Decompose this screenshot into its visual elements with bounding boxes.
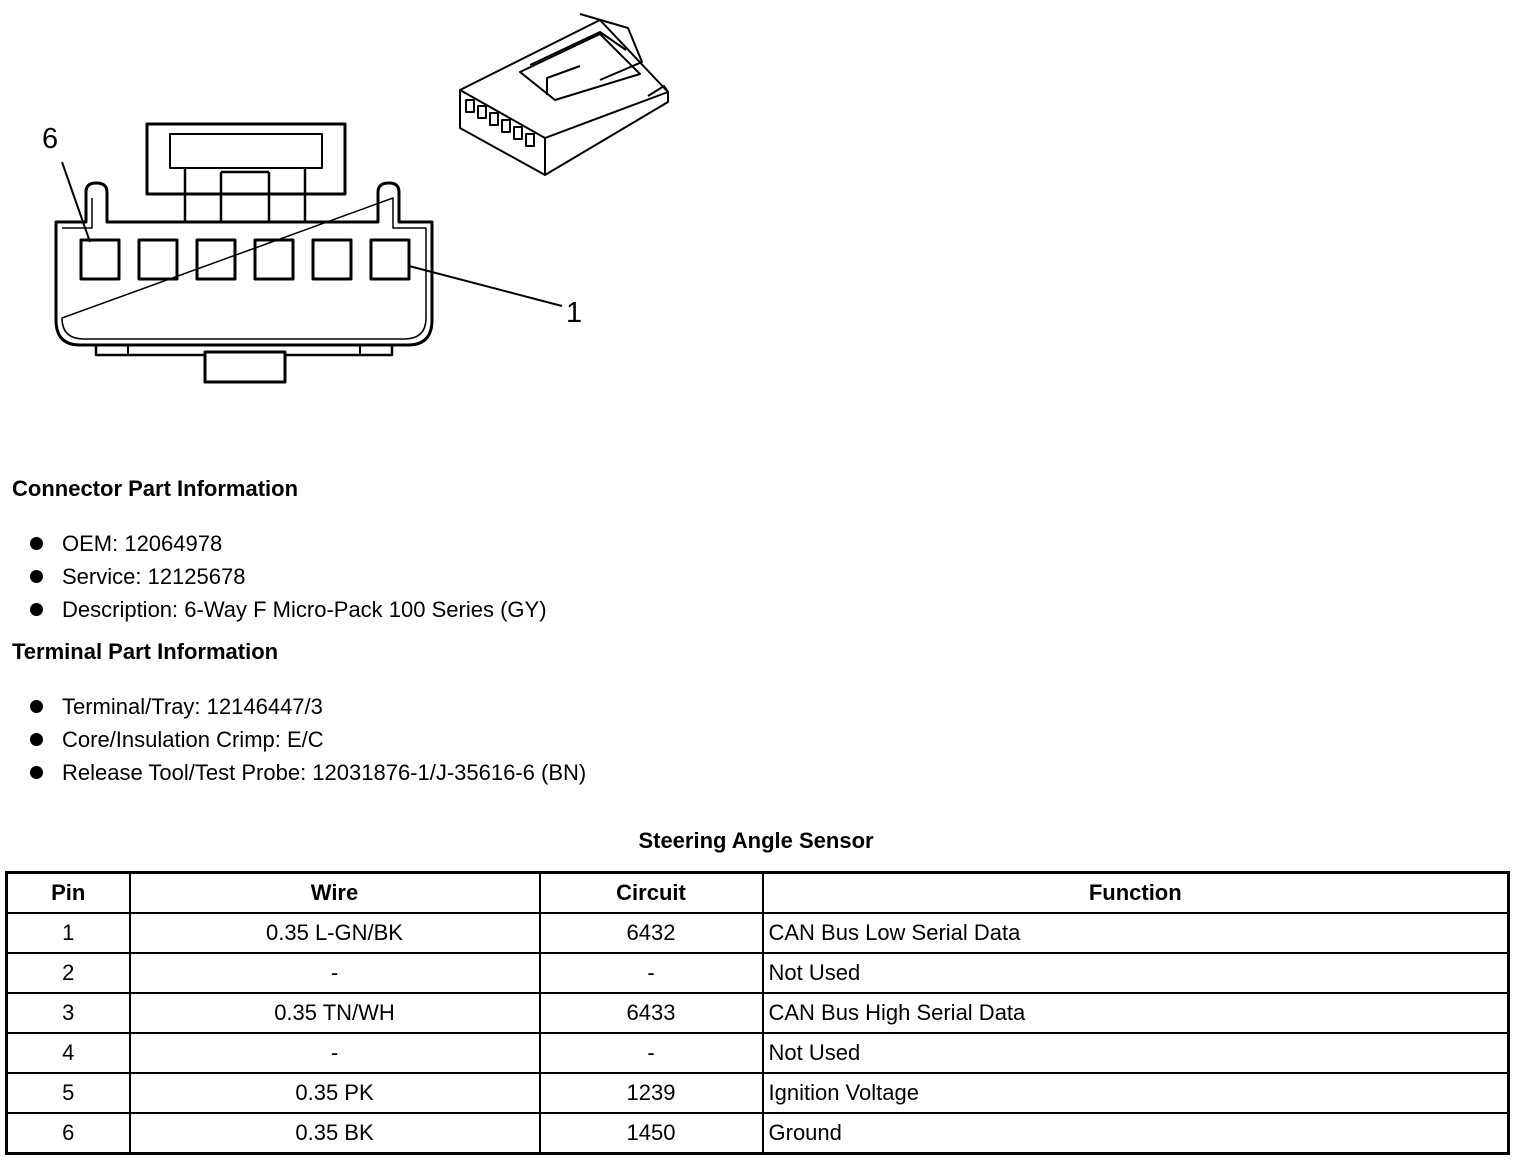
list-item [28, 527, 547, 560]
list-item [28, 593, 547, 626]
terminal-part-information-list [28, 690, 586, 789]
connector-part-information-heading: Connector Part Information [12, 476, 299, 501]
table-row [7, 953, 1509, 993]
column-header-circuit: Circuit [540, 873, 763, 914]
pinout-table [5, 871, 1510, 1155]
connector-part-information-list [28, 527, 547, 626]
bullet-icon [30, 733, 43, 746]
function-cell: Ground [763, 1113, 1509, 1154]
terminal-cavity [197, 240, 235, 279]
list-item [28, 690, 586, 723]
table-row [7, 913, 1509, 953]
column-header-wire: Wire [130, 873, 540, 914]
connector-diagram [0, 0, 700, 400]
table-title: Steering Angle Sensor [638, 828, 874, 853]
terminal-cavity [313, 240, 351, 279]
circuit-cell: 1239 [540, 1073, 763, 1113]
circuit-cell: - [540, 953, 763, 993]
pin-6-label: 6 [42, 123, 59, 155]
bullet-icon [30, 570, 43, 583]
connector-bottom-key [205, 352, 285, 382]
connector-latch-inner [170, 134, 322, 168]
circuit-cell: 6433 [540, 993, 763, 1033]
function-cell: CAN Bus High Serial Data [763, 993, 1509, 1033]
table-row [7, 1113, 1509, 1154]
wire-cell: 0.35 BK [130, 1113, 540, 1154]
terminal-cavity [371, 240, 409, 279]
wire-cell: 0.35 L-GN/BK [130, 913, 540, 953]
terminal-cavity [139, 240, 177, 279]
wire-cell: - [130, 953, 540, 993]
terminal-part-information-heading: Terminal Part Information [12, 639, 279, 664]
bullet-icon [30, 766, 43, 779]
bullet-icon [30, 537, 43, 550]
pin-cell: 6 [7, 1113, 130, 1154]
function-cell: Not Used [763, 953, 1509, 993]
pin-cell: 4 [7, 1033, 130, 1073]
column-header-function: Function [763, 873, 1509, 914]
list-item [28, 560, 547, 593]
list-item-text: Service: 12125678 [62, 564, 246, 589]
function-cell: CAN Bus Low Serial Data [763, 913, 1509, 953]
list-item [28, 756, 586, 789]
column-header-pin: Pin [7, 873, 130, 914]
bullet-icon [30, 700, 43, 713]
wire-cell: 0.35 PK [130, 1073, 540, 1113]
circuit-cell: 1450 [540, 1113, 763, 1154]
list-item [28, 723, 586, 756]
function-cell: Ignition Voltage [763, 1073, 1509, 1113]
pin-cell: 3 [7, 993, 130, 1033]
connector-isometric-view [460, 14, 668, 175]
circuit-cell: 6432 [540, 913, 763, 953]
list-item-text: Terminal/Tray: 12146447/3 [62, 694, 323, 719]
table-row [7, 1033, 1509, 1073]
connector-body-outline [56, 183, 432, 345]
table-row [7, 1073, 1509, 1113]
table-header-row [7, 873, 1509, 914]
wire-cell: 0.35 TN/WH [130, 993, 540, 1033]
list-item-text: Description: 6-Way F Micro-Pack 100 Series (GY) [62, 597, 547, 622]
list-item-text: OEM: 12064978 [62, 531, 223, 556]
circuit-cell: - [540, 1033, 763, 1073]
wire-cell: - [130, 1033, 540, 1073]
list-item-text: Release Tool/Test Probe: 12031876-1/J-35616-6 (BN) [62, 760, 587, 785]
pin-cell: 5 [7, 1073, 130, 1113]
pin-cell: 2 [7, 953, 130, 993]
table-row [7, 993, 1509, 1033]
bullet-icon [30, 603, 43, 616]
pin-1-label: 1 [566, 297, 583, 329]
function-cell: Not Used [763, 1033, 1509, 1073]
terminal-cavity [81, 240, 119, 279]
pin-cell: 1 [7, 913, 130, 953]
list-item-text: Core/Insulation Crimp: E/C [62, 727, 324, 752]
